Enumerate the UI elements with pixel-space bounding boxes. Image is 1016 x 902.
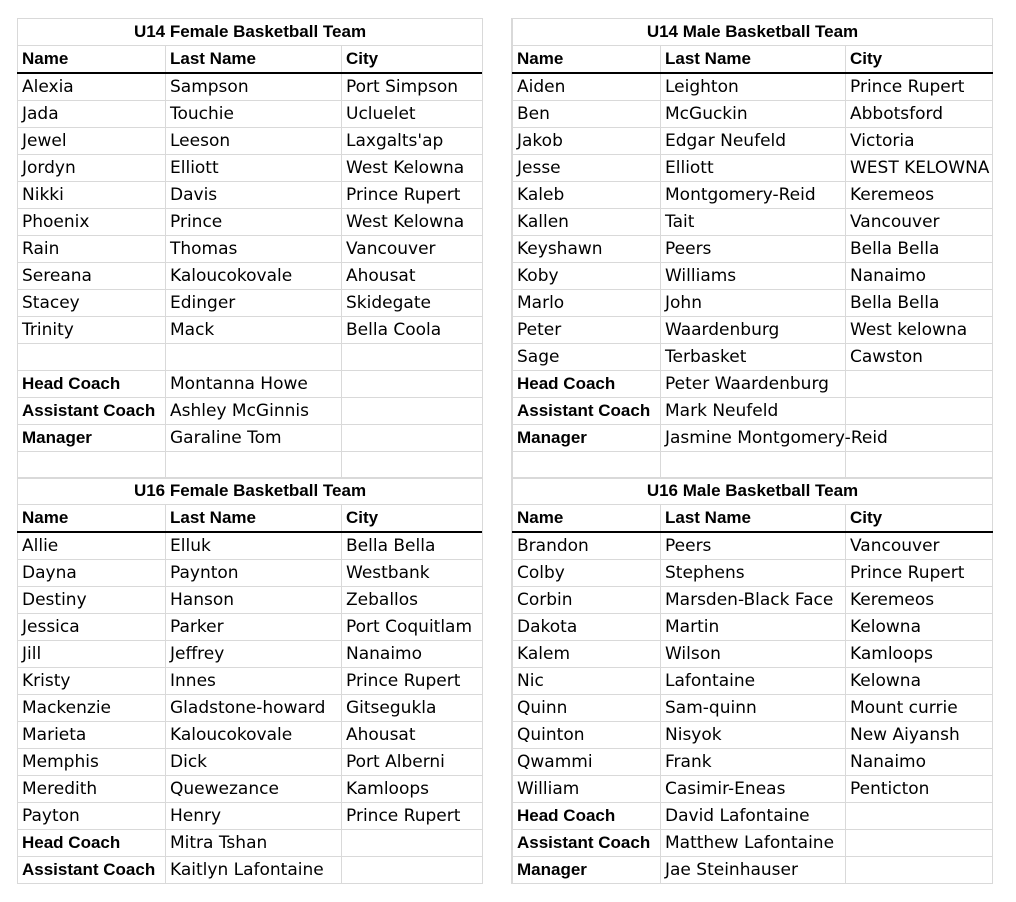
staff-row (18, 371, 483, 398)
staff-name[interactable]: Mark Neufeld (661, 398, 846, 425)
player-last-name[interactable]: Tait (661, 209, 846, 236)
staff-name[interactable]: Mitra Tshan (166, 830, 342, 857)
staff-role[interactable]: Head Coach (18, 830, 166, 857)
column-header-row (513, 46, 993, 74)
city-column-header[interactable]: City (342, 46, 483, 74)
player-row (18, 263, 483, 290)
u14-female-table (17, 18, 483, 479)
left-column (17, 18, 482, 880)
player-row (18, 182, 483, 209)
staff-row (513, 425, 993, 452)
player-first-name[interactable]: Quinn (513, 695, 661, 722)
staff-role[interactable]: Manager (18, 425, 166, 452)
player-row (18, 722, 483, 749)
player-row (513, 128, 993, 155)
player-first-name[interactable]: Nic (513, 668, 661, 695)
team-title-row (18, 478, 483, 505)
player-last-name[interactable]: Nisyok (661, 722, 846, 749)
player-city[interactable]: Port Alberni (342, 749, 483, 776)
team-title[interactable]: U14 Female Basketball Team (18, 19, 483, 46)
empty-cell[interactable] (166, 344, 342, 371)
staff-name[interactable]: David Lafontaine (661, 803, 846, 830)
player-city[interactable]: Keremeos (846, 182, 993, 209)
player-row (18, 209, 483, 236)
player-last-name[interactable]: Martin (661, 614, 846, 641)
last-name-column-header[interactable]: Last Name (661, 505, 846, 533)
staff-name[interactable]: Ashley McGinnis (166, 398, 342, 425)
player-last-name[interactable]: Prince (166, 209, 342, 236)
player-first-name[interactable]: Colby (513, 560, 661, 587)
staff-row (513, 398, 993, 425)
empty-cell[interactable] (846, 857, 993, 884)
player-last-name[interactable]: Montgomery-Reid (661, 182, 846, 209)
player-row (513, 776, 993, 803)
staff-name[interactable]: Jae Steinhauser (661, 857, 846, 884)
empty-cell[interactable] (661, 452, 846, 479)
staff-row (513, 803, 993, 830)
player-first-name[interactable]: Peter (513, 317, 661, 344)
player-city[interactable]: Cawston (846, 344, 993, 371)
empty-cell[interactable] (342, 398, 483, 425)
player-first-name[interactable]: Kalem (513, 641, 661, 668)
player-last-name[interactable]: Wilson (661, 641, 846, 668)
player-last-name[interactable]: Casimir-Eneas (661, 776, 846, 803)
empty-row (18, 344, 483, 371)
player-city[interactable]: Westbank (342, 560, 483, 587)
player-last-name[interactable]: Sam-quinn (661, 695, 846, 722)
player-first-name[interactable]: Phoenix (18, 209, 166, 236)
player-city[interactable]: Ahousat (342, 263, 483, 290)
name-column-header[interactable]: Name (18, 46, 166, 74)
player-row (513, 587, 993, 614)
player-first-name[interactable]: Kaleb (513, 182, 661, 209)
player-last-name[interactable]: Terbasket (661, 344, 846, 371)
player-row (513, 614, 993, 641)
player-last-name[interactable]: Williams (661, 263, 846, 290)
column-header-row (18, 505, 483, 533)
player-city[interactable]: Bella Bella (342, 532, 483, 560)
player-city[interactable]: Nanaimo (846, 263, 993, 290)
player-row (18, 668, 483, 695)
player-city[interactable]: Kelowna (846, 668, 993, 695)
player-last-name[interactable]: Touchie (166, 101, 342, 128)
player-first-name[interactable]: Kallen (513, 209, 661, 236)
player-row (513, 641, 993, 668)
player-first-name[interactable]: Payton (18, 803, 166, 830)
player-city[interactable]: Prince Rupert (342, 803, 483, 830)
u14-male-table (512, 18, 993, 479)
player-last-name[interactable]: Peers (661, 236, 846, 263)
empty-cell[interactable] (166, 452, 342, 479)
player-row (513, 101, 993, 128)
player-first-name[interactable]: Keyshawn (513, 236, 661, 263)
player-row (513, 290, 993, 317)
player-last-name[interactable]: Quewezance (166, 776, 342, 803)
empty-cell[interactable] (846, 830, 993, 857)
staff-name[interactable]: Montanna Howe (166, 371, 342, 398)
player-row (513, 695, 993, 722)
player-last-name[interactable]: Gladstone-howard (166, 695, 342, 722)
player-first-name[interactable]: Brandon (513, 532, 661, 560)
player-first-name[interactable]: Koby (513, 263, 661, 290)
player-city[interactable]: Port Coquitlam (342, 614, 483, 641)
player-last-name[interactable]: Jeffrey (166, 641, 342, 668)
staff-role[interactable]: Assistant Coach (18, 398, 166, 425)
player-city[interactable]: Bella Coola (342, 317, 483, 344)
empty-cell[interactable] (342, 371, 483, 398)
staff-role[interactable]: Head Coach (18, 371, 166, 398)
staff-row (513, 830, 993, 857)
staff-role[interactable]: Head Coach (513, 803, 661, 830)
player-last-name[interactable]: Davis (166, 182, 342, 209)
player-first-name[interactable]: Sage (513, 344, 661, 371)
name-column-header[interactable]: Name (18, 505, 166, 533)
staff-row (18, 857, 483, 884)
player-last-name[interactable]: Henry (166, 803, 342, 830)
player-last-name[interactable]: Innes (166, 668, 342, 695)
city-column-header[interactable]: City (342, 505, 483, 533)
player-city[interactable]: Ucluelet (342, 101, 483, 128)
player-city[interactable]: Vancouver (846, 532, 993, 560)
player-row (18, 614, 483, 641)
empty-cell[interactable] (18, 344, 166, 371)
player-first-name[interactable]: Allie (18, 532, 166, 560)
player-first-name[interactable]: Dayna (18, 560, 166, 587)
player-first-name[interactable]: Jessica (18, 614, 166, 641)
player-row (513, 317, 993, 344)
player-last-name[interactable]: McGuckin (661, 101, 846, 128)
city-column-header[interactable]: City (846, 46, 993, 74)
player-first-name[interactable]: Jordyn (18, 155, 166, 182)
team-title[interactable]: U16 Male Basketball Team (513, 478, 993, 505)
empty-cell[interactable] (846, 452, 993, 479)
player-last-name[interactable]: Marsden-Black Face (661, 587, 846, 614)
player-first-name[interactable]: Nikki (18, 182, 166, 209)
player-city[interactable]: Vancouver (342, 236, 483, 263)
player-row (18, 290, 483, 317)
column-header-row (18, 46, 483, 74)
player-last-name[interactable]: Lafontaine (661, 668, 846, 695)
player-first-name[interactable]: Jill (18, 641, 166, 668)
player-row (18, 641, 483, 668)
player-city[interactable]: Nanaimo (342, 641, 483, 668)
player-last-name[interactable]: Kaloucokovale (166, 722, 342, 749)
player-first-name[interactable]: Jakob (513, 128, 661, 155)
staff-row (18, 830, 483, 857)
player-last-name[interactable]: Leighton (661, 73, 846, 101)
player-first-name[interactable]: Jesse (513, 155, 661, 182)
player-city[interactable]: New Aiyansh (846, 722, 993, 749)
player-city[interactable]: Prince Rupert (846, 73, 993, 101)
player-last-name[interactable]: Elliott (661, 155, 846, 182)
player-city[interactable]: Kelowna (846, 614, 993, 641)
player-last-name[interactable]: Edgar Neufeld (661, 128, 846, 155)
staff-role[interactable]: Assistant Coach (513, 398, 661, 425)
player-first-name[interactable]: William (513, 776, 661, 803)
player-city[interactable]: Nanaimo (846, 749, 993, 776)
staff-name[interactable]: Peter Waardenburg (661, 371, 846, 398)
player-city[interactable]: Skidegate (342, 290, 483, 317)
player-first-name[interactable]: Marieta (18, 722, 166, 749)
empty-row (18, 452, 483, 479)
player-city[interactable]: Victoria (846, 128, 993, 155)
player-city[interactable]: Bella Bella (846, 290, 993, 317)
player-row (18, 73, 483, 101)
city-column-header[interactable]: City (846, 505, 993, 533)
staff-row (513, 371, 993, 398)
player-row (513, 155, 993, 182)
team-title[interactable]: U14 Male Basketball Team (513, 19, 993, 46)
player-last-name[interactable]: Frank (661, 749, 846, 776)
player-row (18, 803, 483, 830)
player-city[interactable]: Ahousat (342, 722, 483, 749)
player-city[interactable]: Port Simpson (342, 73, 483, 101)
player-city[interactable]: Kamloops (846, 641, 993, 668)
player-first-name[interactable]: Sereana (18, 263, 166, 290)
staff-name[interactable]: Kaitlyn Lafontaine (166, 857, 342, 884)
player-row (18, 587, 483, 614)
player-last-name[interactable]: Mack (166, 317, 342, 344)
player-last-name[interactable]: Edinger (166, 290, 342, 317)
player-last-name[interactable]: Paynton (166, 560, 342, 587)
player-city[interactable]: Laxgalts'ap (342, 128, 483, 155)
player-first-name[interactable]: Jada (18, 101, 166, 128)
empty-cell[interactable] (342, 857, 483, 884)
player-city[interactable]: Gitsegukla (342, 695, 483, 722)
staff-role[interactable]: Manager (513, 857, 661, 884)
player-row (513, 344, 993, 371)
staff-role[interactable]: Manager (513, 425, 661, 452)
player-city[interactable]: Keremeos (846, 587, 993, 614)
player-row (18, 317, 483, 344)
player-row (513, 722, 993, 749)
player-city[interactable]: Penticton (846, 776, 993, 803)
player-city[interactable]: West Kelowna (342, 155, 483, 182)
team-title[interactable]: U16 Female Basketball Team (18, 478, 483, 505)
player-first-name[interactable]: Jewel (18, 128, 166, 155)
player-row (18, 101, 483, 128)
player-last-name[interactable]: Peers (661, 532, 846, 560)
team-title-row (513, 19, 993, 46)
player-row (18, 128, 483, 155)
player-row (513, 182, 993, 209)
player-city[interactable]: Kamloops (342, 776, 483, 803)
staff-name[interactable]: Matthew Lafontaine (661, 830, 846, 857)
player-city[interactable]: Abbotsford (846, 101, 993, 128)
player-city[interactable]: Mount currie (846, 695, 993, 722)
empty-cell[interactable] (846, 371, 993, 398)
player-city[interactable]: Prince Rupert (342, 668, 483, 695)
player-last-name[interactable]: John (661, 290, 846, 317)
player-last-name[interactable]: Sampson (166, 73, 342, 101)
player-row (18, 749, 483, 776)
player-last-name[interactable]: Stephens (661, 560, 846, 587)
player-city[interactable]: Zeballos (342, 587, 483, 614)
player-first-name[interactable]: Kristy (18, 668, 166, 695)
staff-name[interactable]: Garaline Tom (166, 425, 342, 452)
player-first-name[interactable]: Rain (18, 236, 166, 263)
player-row (18, 695, 483, 722)
player-city[interactable]: Vancouver (846, 209, 993, 236)
empty-cell[interactable] (342, 452, 483, 479)
player-row (18, 560, 483, 587)
player-city[interactable]: Bella Bella (846, 236, 993, 263)
player-row (18, 776, 483, 803)
column-header-row (513, 505, 993, 533)
player-first-name[interactable]: Marlo (513, 290, 661, 317)
name-column-header[interactable]: Name (513, 505, 661, 533)
player-first-name[interactable]: Dakota (513, 614, 661, 641)
empty-cell[interactable] (846, 398, 993, 425)
player-first-name[interactable]: Corbin (513, 587, 661, 614)
player-row (18, 532, 483, 560)
player-row (513, 236, 993, 263)
empty-cell[interactable] (513, 452, 661, 479)
name-column-header[interactable]: Name (513, 46, 661, 74)
staff-row (513, 857, 993, 884)
player-last-name[interactable]: Kaloucokovale (166, 263, 342, 290)
empty-cell[interactable] (342, 344, 483, 371)
column-separator (482, 18, 512, 884)
player-last-name[interactable]: Parker (166, 614, 342, 641)
player-last-name[interactable]: Thomas (166, 236, 342, 263)
empty-cell[interactable] (18, 452, 166, 479)
player-first-name[interactable]: Alexia (18, 73, 166, 101)
player-row (18, 236, 483, 263)
staff-row (18, 425, 483, 452)
team-title-row (513, 478, 993, 505)
player-first-name[interactable]: Stacey (18, 290, 166, 317)
player-last-name[interactable]: Leeson (166, 128, 342, 155)
player-row (513, 560, 993, 587)
player-last-name[interactable]: Dick (166, 749, 342, 776)
last-name-column-header[interactable]: Last Name (661, 46, 846, 74)
team-title-row (18, 19, 483, 46)
staff-role[interactable]: Head Coach (513, 371, 661, 398)
spreadsheet-grid (17, 18, 992, 884)
player-row (513, 209, 993, 236)
player-city[interactable]: West Kelowna (342, 209, 483, 236)
player-row (18, 155, 483, 182)
player-city[interactable]: Prince Rupert (342, 182, 483, 209)
staff-row (18, 398, 483, 425)
player-first-name[interactable]: Memphis (18, 749, 166, 776)
u16-male-table (512, 477, 993, 884)
player-last-name[interactable]: Elluk (166, 532, 342, 560)
u16-female-table (17, 477, 483, 884)
player-first-name[interactable]: Aiden (513, 73, 661, 101)
player-row (513, 263, 993, 290)
player-last-name[interactable]: Elliott (166, 155, 342, 182)
player-row (513, 73, 993, 101)
player-city[interactable]: West kelowna (846, 317, 993, 344)
player-first-name[interactable]: Quinton (513, 722, 661, 749)
last-name-column-header[interactable]: Last Name (166, 46, 342, 74)
player-city[interactable]: WEST KELOWNA (846, 155, 993, 182)
player-last-name[interactable]: Hanson (166, 587, 342, 614)
player-row (513, 749, 993, 776)
empty-cell[interactable] (342, 425, 483, 452)
player-first-name[interactable]: Trinity (18, 317, 166, 344)
right-column (512, 18, 992, 880)
staff-name[interactable]: Jasmine Montgomery-Reid (661, 425, 846, 452)
staff-role[interactable]: Assistant Coach (18, 857, 166, 884)
player-first-name[interactable]: Qwammi (513, 749, 661, 776)
empty-cell[interactable] (846, 803, 993, 830)
player-city[interactable]: Prince Rupert (846, 560, 993, 587)
player-first-name[interactable]: Meredith (18, 776, 166, 803)
player-first-name[interactable]: Mackenzie (18, 695, 166, 722)
player-last-name[interactable]: Waardenburg (661, 317, 846, 344)
empty-cell[interactable] (342, 830, 483, 857)
player-first-name[interactable]: Ben (513, 101, 661, 128)
player-first-name[interactable]: Destiny (18, 587, 166, 614)
player-row (513, 668, 993, 695)
last-name-column-header[interactable]: Last Name (166, 505, 342, 533)
player-row (513, 532, 993, 560)
staff-role[interactable]: Assistant Coach (513, 830, 661, 857)
empty-row (513, 452, 993, 479)
